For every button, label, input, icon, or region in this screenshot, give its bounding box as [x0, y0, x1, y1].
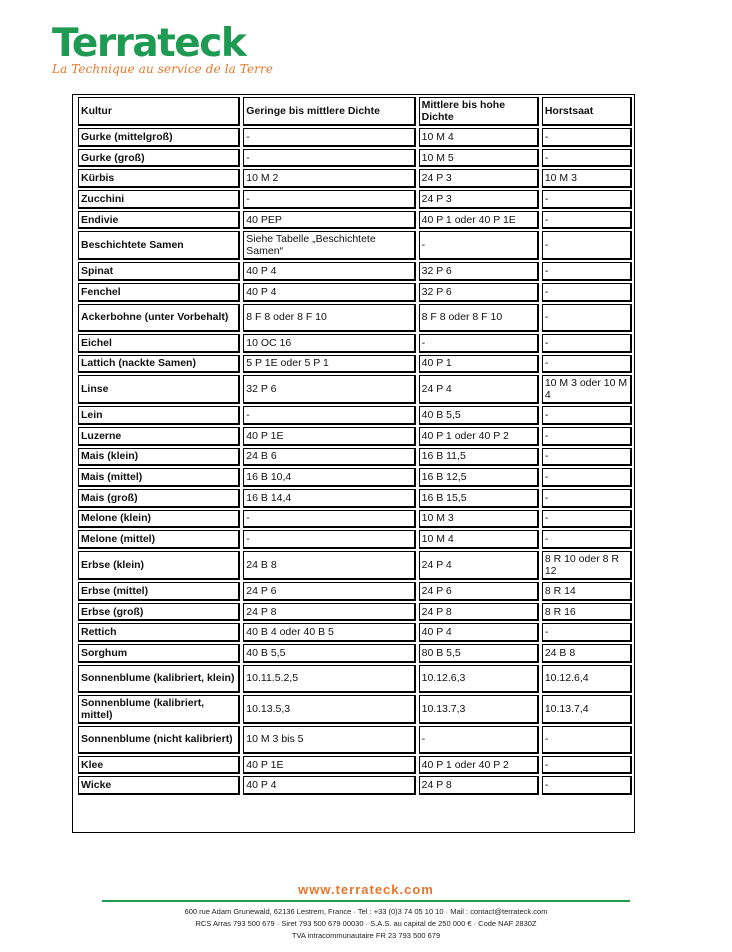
disc-spec-cell: 40 P 1: [419, 355, 539, 374]
disc-spec-cell: 24 P 6: [419, 582, 539, 601]
footer-vat: TVA intracommunautaire FR 23 793 500 679: [291, 931, 441, 940]
table-row: [78, 448, 632, 467]
disc-spec-cell: 5 P 1E oder 5 P 1: [243, 355, 415, 374]
crop-name-cell: Klee: [78, 756, 240, 775]
disc-spec-cell: -: [542, 623, 632, 642]
disc-spec-cell: -: [243, 510, 415, 529]
crop-name-cell: Ackerbohne (unter Vorbehalt): [78, 304, 240, 332]
disc-spec-cell: 10 M 4: [419, 530, 539, 549]
crop-name-cell: Mais (mittel): [78, 468, 240, 487]
header-kultur: Kultur: [78, 97, 240, 126]
crop-name-cell: Mais (groß): [78, 489, 240, 508]
table-row: [78, 623, 632, 642]
table-row: [78, 427, 632, 446]
disc-spec-cell: 24 P 3: [419, 169, 539, 188]
table-row: [78, 582, 632, 601]
table-row: [78, 665, 632, 693]
disc-spec-cell: 40 P 1 oder 40 P 2: [419, 756, 539, 775]
disc-spec-cell: 10 M 3: [419, 510, 539, 529]
disc-spec-cell: 24 B 6: [243, 448, 415, 467]
disc-spec-cell: 32 P 6: [419, 262, 539, 281]
disc-spec-cell: 10.13.7,4: [542, 695, 632, 724]
disc-spec-cell: -: [542, 530, 632, 549]
table-row: [78, 375, 632, 404]
table-row: [78, 169, 632, 188]
disc-spec-cell: 40 B 4 oder 40 B 5: [243, 623, 415, 642]
disc-spec-cell: 10.12.6,4: [542, 665, 632, 693]
disc-spec-cell: 16 B 14,4: [243, 489, 415, 508]
disc-spec-cell: 24 P 4: [419, 551, 539, 580]
footer-address: 600 rue Adam Grunewald, 62136 Lestrem, France · Tel : +33 (0)3 74 05 10 10 · Mail : contact@terrateck.com: [184, 907, 548, 916]
table-row: [78, 262, 632, 281]
crop-name-cell: Erbse (klein): [78, 551, 240, 580]
disc-spec-cell: 80 B 5,5: [419, 644, 539, 663]
crop-name-cell: Eichel: [78, 334, 240, 353]
disc-spec-cell: 10.13.7,3: [419, 695, 539, 724]
disc-spec-cell: 24 B 8: [542, 644, 632, 663]
disc-spec-cell: 8 R 16: [542, 603, 632, 622]
disc-spec-cell: -: [542, 427, 632, 446]
disc-spec-cell: -: [243, 149, 415, 168]
crop-name-cell: Mais (klein): [78, 448, 240, 467]
disc-spec-cell: -: [542, 726, 632, 754]
disc-spec-cell: -: [243, 128, 415, 147]
table-body: [78, 128, 632, 795]
disc-spec-cell: -: [542, 510, 632, 529]
table-row: [78, 551, 632, 580]
table-row: [78, 726, 632, 754]
table-row: [78, 190, 632, 209]
disc-spec-cell: -: [542, 149, 632, 168]
disc-spec-cell: 40 P 4: [419, 623, 539, 642]
disc-spec-cell: -: [542, 262, 632, 281]
crop-name-cell: Sorghum: [78, 644, 240, 663]
disc-spec-cell: -: [542, 468, 632, 487]
crop-name-cell: Fenchel: [78, 283, 240, 302]
table-row: [78, 334, 632, 353]
table-row: [78, 231, 632, 260]
table-row: [78, 283, 632, 302]
disc-spec-cell: 10 M 3: [542, 169, 632, 188]
logo-tagline: La Technique au service de la Terre: [52, 62, 274, 76]
disc-spec-cell: -: [542, 776, 632, 795]
crop-name-cell: Sonnenblume (kalibriert, klein): [78, 665, 240, 693]
crop-name-cell: Linse: [78, 375, 240, 404]
disc-spec-cell: 24 P 3: [419, 190, 539, 209]
crop-name-cell: Kürbis: [78, 169, 240, 188]
disc-spec-cell: 8 R 10 oder 8 R 12: [542, 551, 632, 580]
disc-spec-cell: -: [419, 231, 539, 260]
crop-name-cell: Melone (klein): [78, 510, 240, 529]
company-logo: [52, 21, 312, 76]
table-row: [78, 510, 632, 529]
header-low-density: Geringe bis mittlere Dichte: [243, 97, 415, 126]
crop-name-cell: Endivie: [78, 211, 240, 230]
disc-spec-cell: 10.12.6,3: [419, 665, 539, 693]
crop-name-cell: Rettich: [78, 623, 240, 642]
disc-spec-cell: 10 M 3 oder 10 M 4: [542, 375, 632, 404]
disc-spec-cell: 40 PEP: [243, 211, 415, 230]
seed-disc-table: [75, 95, 635, 797]
disc-spec-cell: -: [419, 334, 539, 353]
disc-spec-cell: 10 M 2: [243, 169, 415, 188]
disc-spec-cell: -: [542, 406, 632, 425]
crop-name-cell: Sonnenblume (kalibriert, mittel): [78, 695, 240, 724]
disc-spec-cell: 40 P 4: [243, 262, 415, 281]
disc-spec-cell: 24 B 8: [243, 551, 415, 580]
crop-name-cell: Lattich (nackte Samen): [78, 355, 240, 374]
disc-spec-cell: -: [243, 530, 415, 549]
crop-name-cell: Gurke (mittelgroß): [78, 128, 240, 147]
crop-name-cell: Beschichtete Samen: [78, 231, 240, 260]
header-high-density: Mittlere bis hohe Dichte: [419, 97, 539, 126]
table-row: [78, 756, 632, 775]
disc-spec-cell: -: [542, 756, 632, 775]
disc-spec-cell: 8 R 14: [542, 582, 632, 601]
disc-spec-cell: -: [542, 283, 632, 302]
crop-name-cell: Luzerne: [78, 427, 240, 446]
table-frame: [72, 94, 635, 833]
disc-spec-cell: 40 P 1 oder 40 P 1E: [419, 211, 539, 230]
crop-name-cell: Erbse (mittel): [78, 582, 240, 601]
table-row: [78, 489, 632, 508]
crop-name-cell: Zucchini: [78, 190, 240, 209]
disc-spec-cell: 24 P 8: [419, 776, 539, 795]
disc-spec-cell: 10 M 3 bis 5: [243, 726, 415, 754]
disc-spec-cell: 16 B 11,5: [419, 448, 539, 467]
crop-name-cell: Spinat: [78, 262, 240, 281]
disc-spec-cell: 32 P 6: [243, 375, 415, 404]
disc-spec-cell: 10.13.5,3: [243, 695, 415, 724]
crop-name-cell: Melone (mittel): [78, 530, 240, 549]
disc-spec-cell: 10 M 5: [419, 149, 539, 168]
disc-spec-cell: 10 M 4: [419, 128, 539, 147]
table-row: [78, 776, 632, 795]
disc-spec-cell: 8 F 8 oder 8 F 10: [243, 304, 415, 332]
disc-spec-cell: 40 B 5,5: [419, 406, 539, 425]
disc-spec-cell: 24 P 6: [243, 582, 415, 601]
disc-spec-cell: -: [542, 211, 632, 230]
disc-spec-cell: -: [542, 448, 632, 467]
disc-spec-cell: -: [542, 355, 632, 374]
table-row: [78, 149, 632, 168]
footer-registration: RCS Arras 793 500 679 · Siret 793 500 679 00030 · S.A.S. au capital de 250 000 € · Code NAF 2830Z: [195, 919, 537, 928]
disc-spec-cell: -: [419, 726, 539, 754]
table-row: [78, 603, 632, 622]
disc-spec-cell: 24 P 8: [419, 603, 539, 622]
disc-spec-cell: 16 B 10,4: [243, 468, 415, 487]
disc-spec-cell: 8 F 8 oder 8 F 10: [419, 304, 539, 332]
disc-spec-cell: 32 P 6: [419, 283, 539, 302]
disc-spec-cell: 24 P 4: [419, 375, 539, 404]
disc-spec-cell: -: [542, 128, 632, 147]
disc-spec-cell: -: [542, 231, 632, 260]
disc-spec-cell: 40 B 5,5: [243, 644, 415, 663]
logo-wordmark: Terrateck: [52, 21, 246, 66]
footer-divider: [102, 900, 630, 902]
disc-spec-cell: 10 OC 16: [243, 334, 415, 353]
disc-spec-cell: 16 B 12,5: [419, 468, 539, 487]
disc-spec-cell: 16 B 15,5: [419, 489, 539, 508]
table-row: [78, 128, 632, 147]
table-row: [78, 644, 632, 663]
table-row: [78, 355, 632, 374]
disc-spec-cell: 40 P 1E: [243, 756, 415, 775]
disc-spec-cell: 40 P 4: [243, 776, 415, 795]
table-row: [78, 468, 632, 487]
disc-spec-cell: -: [243, 190, 415, 209]
disc-spec-cell: Siehe Tabelle „Beschichtete Samen“: [243, 231, 415, 260]
crop-name-cell: Lein: [78, 406, 240, 425]
table-header-row: [78, 97, 632, 126]
table-row: [78, 406, 632, 425]
disc-spec-cell: -: [542, 489, 632, 508]
crop-name-cell: Erbse (groß): [78, 603, 240, 622]
disc-spec-cell: 10.11.5.2,5: [243, 665, 415, 693]
disc-spec-cell: -: [542, 334, 632, 353]
table-row: [78, 695, 632, 724]
disc-spec-cell: -: [542, 304, 632, 332]
crop-name-cell: Gurke (groß): [78, 149, 240, 168]
table-row: [78, 530, 632, 549]
table-row: [78, 304, 632, 332]
disc-spec-cell: 40 P 1E: [243, 427, 415, 446]
disc-spec-cell: 24 P 8: [243, 603, 415, 622]
header-horstsaat: Horstsaat: [542, 97, 632, 126]
table-row: [78, 211, 632, 230]
crop-name-cell: Wicke: [78, 776, 240, 795]
disc-spec-cell: -: [542, 190, 632, 209]
disc-spec-cell: -: [243, 406, 415, 425]
crop-name-cell: Sonnenblume (nicht kalibriert): [78, 726, 240, 754]
disc-spec-cell: 40 P 4: [243, 283, 415, 302]
disc-spec-cell: 40 P 1 oder 40 P 2: [419, 427, 539, 446]
footer-url[interactable]: www.terrateck.com: [298, 882, 434, 897]
